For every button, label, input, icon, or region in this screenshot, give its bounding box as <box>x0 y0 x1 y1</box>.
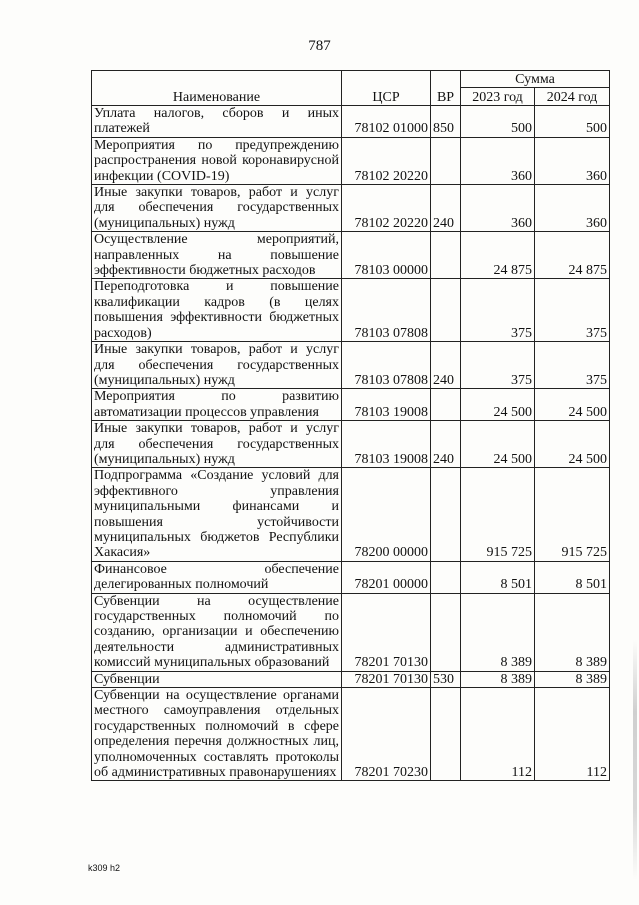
row-vr: 240 <box>431 342 461 389</box>
row-sum-2023: 24 875 <box>461 232 535 279</box>
row-sum-2024: 112 <box>535 688 610 781</box>
row-vr <box>431 468 461 561</box>
table-row <box>92 671 610 687</box>
row-vr <box>431 232 461 279</box>
row-name: Субвенции на осуществление государственных полномочий по созданию, организации и обеспечению деятельности административных комиссий муниципальных образований <box>92 593 342 671</box>
row-sum-2023: 8 389 <box>461 671 535 687</box>
row-name: Переподготовка и повышение квалификации кадров (в целях повышения эффективности бюджетных расходов) <box>92 279 342 342</box>
row-csr: 78200 00000 <box>342 468 431 561</box>
row-name: Финансовое обеспечение делегированных полномочий <box>92 561 342 593</box>
row-sum-2024: 8 389 <box>535 593 610 671</box>
row-csr: 78103 19008 <box>342 421 431 468</box>
table-row <box>92 593 610 671</box>
row-vr: 240 <box>431 185 461 232</box>
row-name: Иные закупки товаров, работ и услуг для обеспечения государственных (муниципальных) нужд <box>92 342 342 389</box>
header-sum: Сумма <box>461 71 610 88</box>
row-sum-2023: 24 500 <box>461 421 535 468</box>
budget-table <box>91 70 610 781</box>
row-sum-2023: 915 725 <box>461 468 535 561</box>
row-sum-2024: 375 <box>535 279 610 342</box>
row-vr <box>431 561 461 593</box>
scan-edge-shadow <box>633 640 637 880</box>
row-sum-2024: 24 875 <box>535 232 610 279</box>
row-csr: 78201 70130 <box>342 593 431 671</box>
row-vr <box>431 688 461 781</box>
row-sum-2024: 24 500 <box>535 389 610 421</box>
row-name: Уплата налогов, сборов и иных платежей <box>92 106 342 138</box>
row-sum-2023: 375 <box>461 342 535 389</box>
table-row <box>92 688 610 781</box>
row-name: Иные закупки товаров, работ и услуг для обеспечения государственных (муниципальных) нужд <box>92 185 342 232</box>
row-vr <box>431 279 461 342</box>
row-csr: 78103 07808 <box>342 342 431 389</box>
row-csr: 78102 20220 <box>342 137 431 184</box>
row-name: Субвенции <box>92 671 342 687</box>
row-sum-2023: 8 389 <box>461 593 535 671</box>
table-row <box>92 232 610 279</box>
row-name: Иные закупки товаров, работ и услуг для обеспечения государственных (муниципальных) нужд <box>92 421 342 468</box>
header-row <box>92 71 610 88</box>
row-csr: 78201 70230 <box>342 688 431 781</box>
row-vr: 240 <box>431 421 461 468</box>
row-sum-2024: 24 500 <box>535 421 610 468</box>
table-row <box>92 389 610 421</box>
row-sum-2024: 375 <box>535 342 610 389</box>
header-name: Наименование <box>92 71 342 106</box>
row-csr: 78201 00000 <box>342 561 431 593</box>
row-name: Мероприятия по развитию автоматизации процессов управления <box>92 389 342 421</box>
row-csr: 78103 07808 <box>342 279 431 342</box>
row-sum-2023: 360 <box>461 185 535 232</box>
row-sum-2023: 24 500 <box>461 389 535 421</box>
row-sum-2023: 8 501 <box>461 561 535 593</box>
table-row <box>92 137 610 184</box>
table-row <box>92 468 610 561</box>
table-row <box>92 561 610 593</box>
row-vr <box>431 389 461 421</box>
row-vr: 530 <box>431 671 461 687</box>
page-number: 787 <box>308 38 331 54</box>
table-row <box>92 106 610 138</box>
table-row <box>92 279 610 342</box>
row-vr <box>431 593 461 671</box>
row-vr <box>431 137 461 184</box>
row-name: Подпрограмма «Создание условий для эффективного управления муниципальными финансами и повышения устойчивости муниципальных бюджетов Республики Хакасия» <box>92 468 342 561</box>
row-sum-2024: 360 <box>535 137 610 184</box>
row-sum-2024: 360 <box>535 185 610 232</box>
row-csr: 78102 01000 <box>342 106 431 138</box>
header-year-2024: 2024 год <box>535 88 610 106</box>
row-csr: 78102 20220 <box>342 185 431 232</box>
row-sum-2023: 375 <box>461 279 535 342</box>
table-row <box>92 421 610 468</box>
header-year-2023: 2023 год <box>461 88 535 106</box>
table-row <box>92 185 610 232</box>
row-sum-2023: 500 <box>461 106 535 138</box>
row-csr: 78103 19008 <box>342 389 431 421</box>
row-csr: 78103 00000 <box>342 232 431 279</box>
row-sum-2024: 8 389 <box>535 671 610 687</box>
table-body <box>92 106 610 781</box>
header-csr: ЦСР <box>342 71 431 106</box>
table-row <box>92 342 610 389</box>
row-csr: 78201 70130 <box>342 671 431 687</box>
row-name: Осуществление мероприятий, направленных на повышение эффективности бюджетных расходов <box>92 232 342 279</box>
row-sum-2024: 8 501 <box>535 561 610 593</box>
row-sum-2024: 915 725 <box>535 468 610 561</box>
row-sum-2023: 112 <box>461 688 535 781</box>
row-name: Субвенции на осуществление органами местного самоуправления отдельных государственных полномочий в сфере определения перечня должностных лиц, уполномоченных составлять протоколы об административных правонарушениях <box>92 688 342 781</box>
row-name: Мероприятия по предупреждению распространения новой коронавирусной инфекции (COVID-19) <box>92 137 342 184</box>
row-vr: 850 <box>431 106 461 138</box>
footer-code: k309 h2 <box>88 863 121 873</box>
header-vr: ВР <box>431 71 461 106</box>
row-sum-2023: 360 <box>461 137 535 184</box>
row-sum-2024: 500 <box>535 106 610 138</box>
